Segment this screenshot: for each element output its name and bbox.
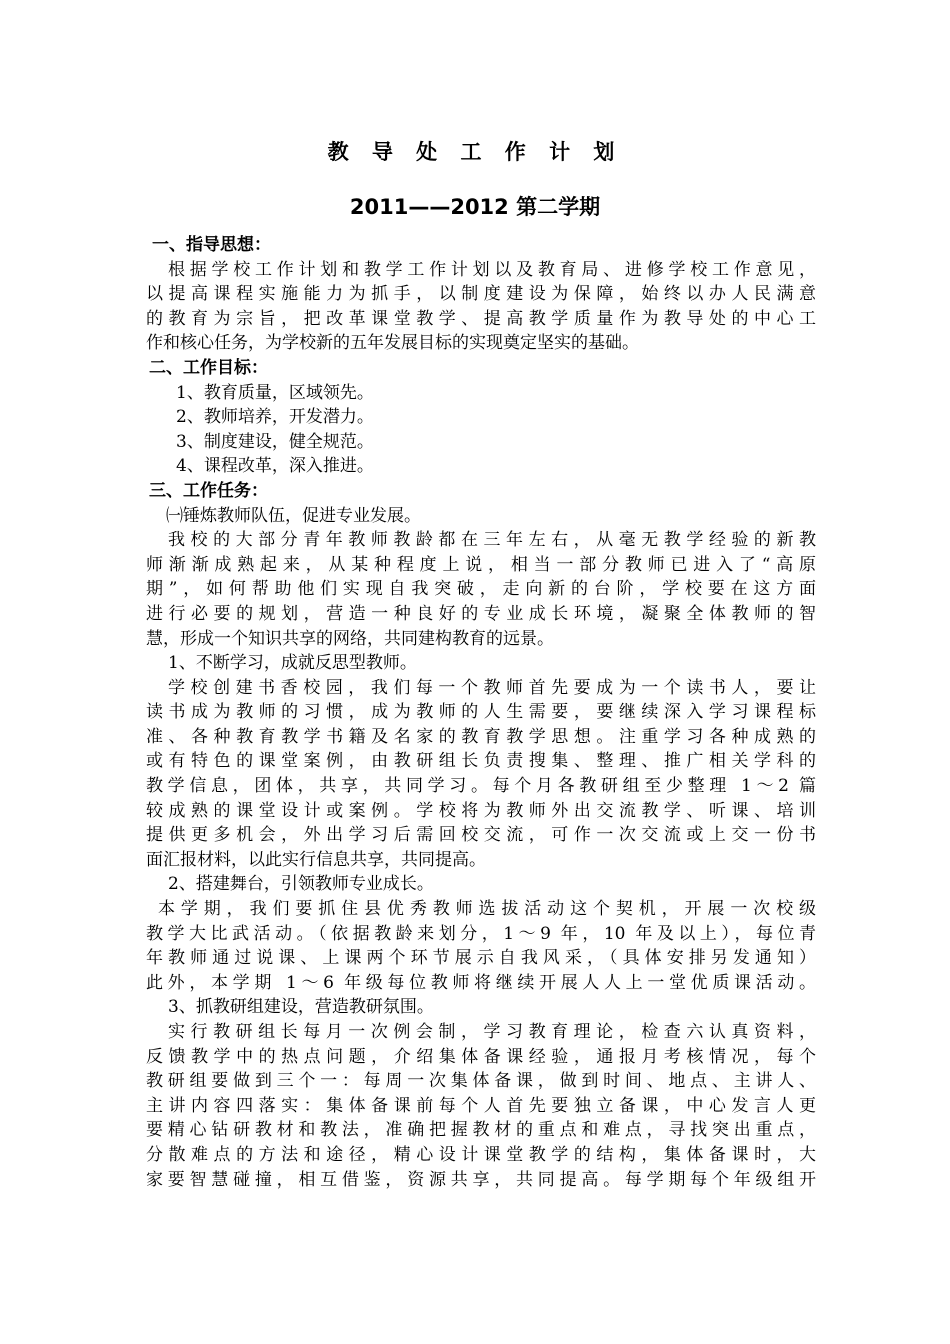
paragraph-line: 根据学校工作计划和教学工作计划以及教育局、进修学校工作意见， [168,259,816,280]
document-body [146,233,816,1192]
paragraph-line: 1、教育质量，区域领先。 [176,382,374,403]
paragraph-line: 教研组要做到三个一：每周一次集体备课，做到时间、地点、主讲人、 [146,1071,816,1092]
paragraph-line: 学校创建书香校园，我们每一个教师首先要成为一个读书人，要让 [168,677,816,698]
document-title: 教 导 处 工 作 计 划 [327,140,623,164]
paragraph-line: 读书成为教师的习惯，成为教师的人生需要，要继续深入学习课程标 [146,702,816,723]
paragraph-line: 4、课程改革，深入推进。 [176,456,374,477]
paragraph-line: 年教师通过说课、上课两个环节展示自我风采，（具体安排另发通知） [146,948,816,969]
paragraph-line: 期”，如何帮助他们实现自我突破，走向新的台阶，学校要在这方面 [146,579,816,600]
paragraph-line: 师渐渐成熟起来，从某种程度上说，相当一部分教师已进入了“高原 [146,554,816,575]
paragraph-line: 家要智慧碰撞，相互借鉴，资源共享，共同提高。每学期每个年级组开 [146,1169,816,1190]
paragraph-line: 实行教研组长每月一次例会制，学习教育理论，检查六认真资料， [168,1022,816,1042]
paragraph-line: 教学信息，团体，共享，共同学习。每个月各教研组至少整理 1～2 篇 [146,776,816,797]
paragraph-line: 教学大比武活动。（依据教龄来划分，1～9 年，10 年及以上），每位青 [146,923,816,944]
paragraph-line: 2、搭建舞台，引领教师专业成长。 [168,874,434,895]
section-heading: 三、工作任务： [149,480,268,501]
paragraph-line: ㈠锤炼教师队伍，促进专业发展。 [166,505,421,526]
paragraph-line: 3、抓教研组建设，营造教研氛围。 [168,997,434,1018]
paragraph-line: 或有特色的课堂案例，由教研组长负责搜集、整理、推广相关学科的 [146,751,816,772]
paragraph-line: 面汇报材料，以此实行信息共享，共同提高。 [146,849,486,870]
paragraph-line: 的教育为宗旨，把改革课堂教学、提高教学质量作为教导处的中心工 [146,308,816,329]
paragraph-line: 准、各种教育教学书籍及名家的教育教学思想。注重学习各种成熟的 [146,726,816,747]
section-heading: 一、指导思想： [152,235,271,255]
paragraph-line: 1、不断学习，成就反思型教师。 [168,653,417,674]
paragraph-line: 较成熟的课堂设计或案例。学校将为教师外出交流教学、听课、培训 [146,800,816,821]
paragraph-line: 3、制度建设，健全规范。 [176,431,374,452]
paragraph-line: 反馈教学中的热点问题，介绍集体备课经验，通报月考核情况，每个 [146,1046,816,1067]
paragraph-line: 要精心钻研教材和教法，准确把握教材的重点和难点，寻找突出重点， [146,1120,816,1141]
paragraph-line: 以提高课程实施能力为抓手，以制度建设为保障，始终以办人民满意 [146,284,816,305]
paragraph-line: 本学期，我们要抓住县优秀教师选拔活动这个契机，开展一次校级 [158,899,816,920]
paragraph-line: 作和核心任务，为学校新的五年发展目标的实现奠定坚实的基础。 [146,333,639,354]
paragraph-line: 进行必要的规划，营造一种良好的专业成长环境，凝聚全体教师的智 [146,603,816,624]
paragraph-line: 2、教师培养，开发潜力。 [176,407,374,428]
paragraph-line: 分散难点的方法和途径，精心设计课堂教学的结构，集体备课时，大 [146,1144,816,1165]
paragraph-line: 慧，形成一个知识共享的网络，共同建构教育的远景。 [146,628,554,649]
paragraph-line: 此外，本学期 1～6 年级每位教师将继续开展人人上一堂优质课活动。 [146,972,816,993]
section-heading: 二、工作目标： [149,357,268,378]
document-subtitle: 2011——2012 第二学期 [349,195,601,219]
paragraph-line: 主讲内容四落实：集体备课前每个人首先要独立备课，中心发言人更 [146,1095,816,1116]
paragraph-line: 我校的大部分青年教师教龄都在三年左右，从毫无教学经验的新教 [168,530,816,551]
paragraph-line: 提供更多机会，外出学习后需回校交流，可作一次交流或上交一份书 [146,825,816,846]
